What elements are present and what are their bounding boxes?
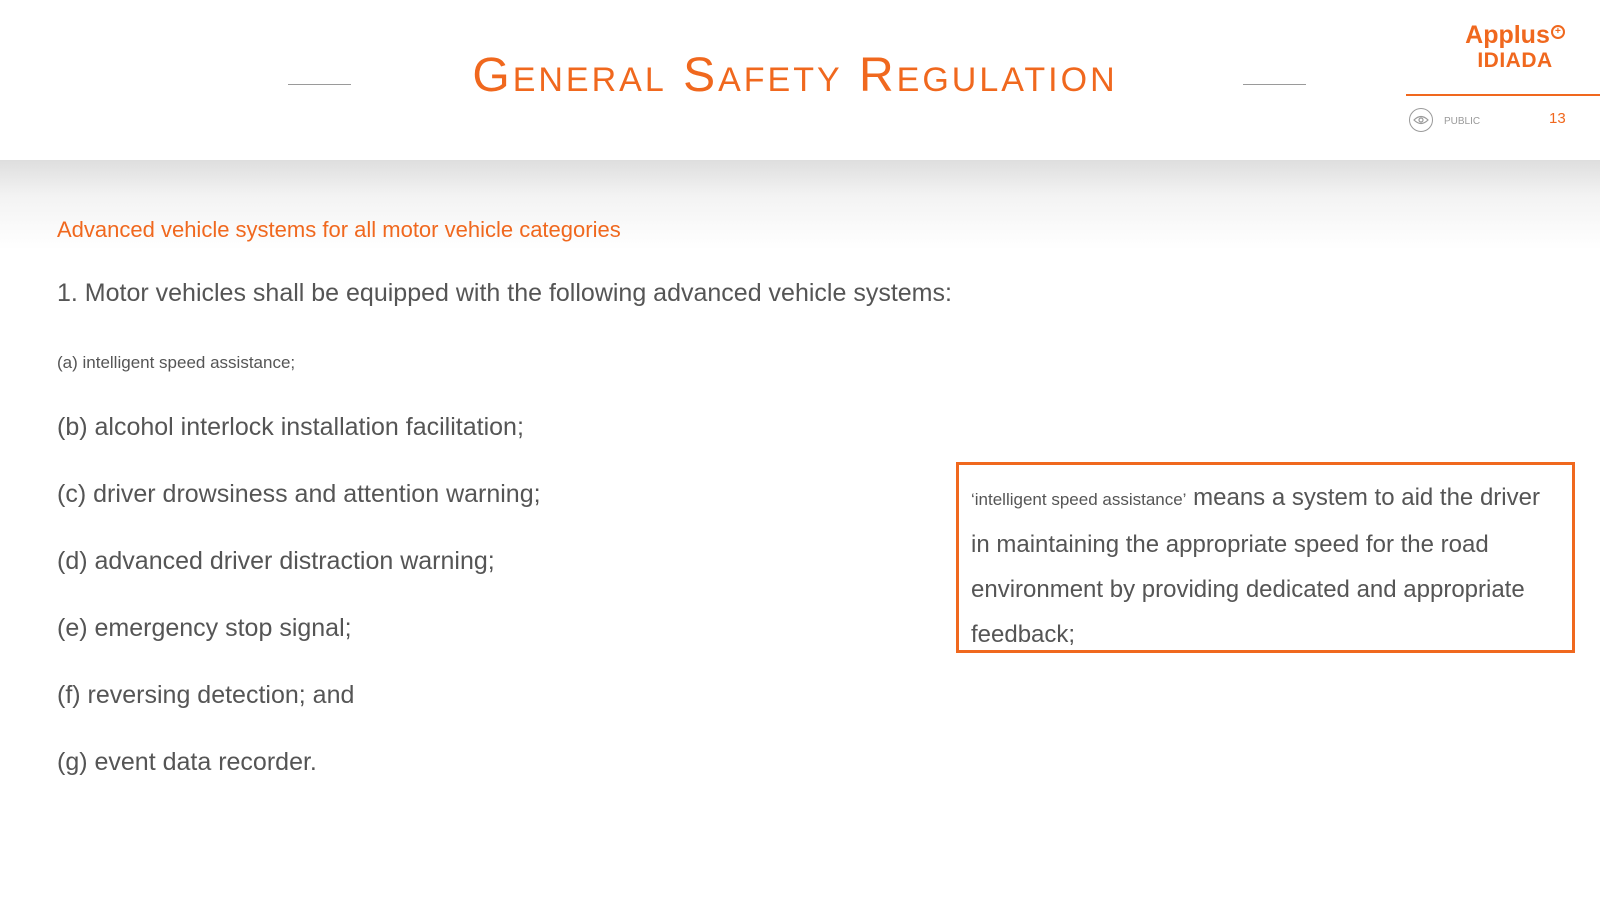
list-item: (a) intelligent speed assistance; — [57, 353, 296, 372]
definition-term: ‘intelligent speed assistance’ — [971, 490, 1187, 509]
classification-label: PUBLIC — [1444, 116, 1481, 127]
logo-line2: IDIADA — [1477, 49, 1553, 72]
list-item: (e) emergency stop signal; — [57, 614, 352, 642]
definition-text: means a system to aid the driver in maintaining the appropriate speed for the road environment by providing dedicated and appropriate feedback; — [971, 484, 1540, 648]
page-number: 13 — [1549, 110, 1566, 127]
list-item: (f) reversing detection; and — [57, 681, 355, 709]
title-rule-right — [1243, 84, 1306, 85]
list-item: (c) driver drowsiness and attention warning; — [57, 480, 541, 508]
list-item: (d) advanced driver distraction warning; — [57, 547, 495, 575]
eye-icon — [1409, 108, 1433, 132]
slide-title: General Safety Regulation — [472, 49, 1118, 102]
definition-box — [956, 462, 1575, 653]
logo-line1: Applus — [1465, 21, 1550, 49]
list-item: (b) alcohol interlock installation facilitation; — [57, 413, 524, 441]
section-subtitle: Advanced vehicle systems for all motor vehicle categories — [57, 217, 621, 242]
title-rule-left — [288, 84, 351, 85]
logo-rule — [1406, 94, 1600, 96]
applus-idiada-logo — [1455, 22, 1575, 74]
plus-icon: + — [1551, 25, 1565, 39]
list-item: (g) event data recorder. — [57, 748, 317, 776]
intro-text: 1. Motor vehicles shall be equipped with the following advanced vehicle systems: — [57, 279, 952, 307]
